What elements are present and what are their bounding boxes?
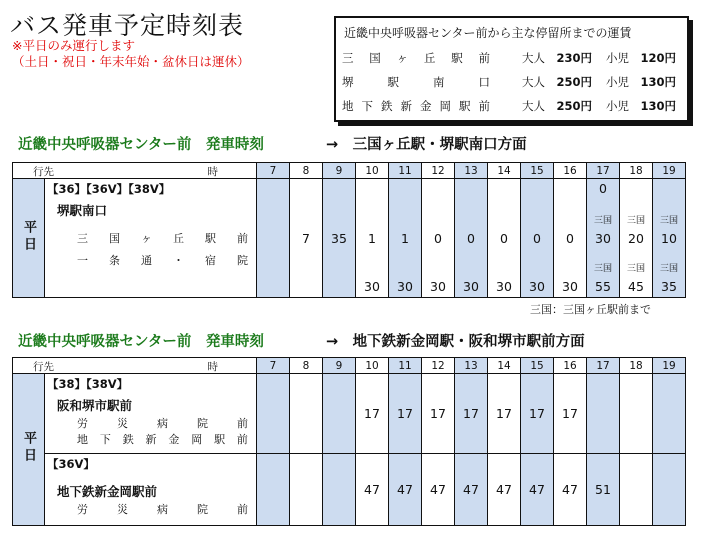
hour-13: 13 (455, 163, 488, 179)
hour-header: 時 (207, 361, 218, 373)
minute: 0 (500, 231, 508, 246)
time-cell-7 (257, 454, 290, 526)
adult-fare: 250円 (556, 75, 593, 89)
minute: 47 (397, 482, 413, 497)
minute: 35 (661, 279, 677, 294)
fare-row (342, 50, 682, 68)
fare-child (606, 98, 676, 114)
adult-label: 大人 (522, 75, 545, 89)
time-cell-18 (620, 179, 653, 298)
route-cell (45, 374, 257, 454)
header-label-cell (13, 358, 257, 374)
via-stop (45, 502, 256, 518)
time-cell-19 (653, 374, 686, 454)
via-stop (45, 250, 256, 272)
hour-15: 15 (521, 163, 554, 179)
via-char: 前 (237, 503, 248, 516)
fare-stop-char: 口 (478, 75, 490, 89)
minute: 17 (463, 406, 479, 421)
sankoku-tag: 三国 (659, 264, 678, 274)
time-cell-11 (389, 454, 422, 526)
minute: 7 (302, 231, 310, 246)
time-cell-14 (488, 179, 521, 298)
time-cell-11 (389, 179, 422, 298)
hour-18: 18 (620, 358, 653, 374)
fare-stop (342, 74, 490, 90)
minute: 30 (595, 231, 611, 246)
time-cell-19 (653, 179, 686, 298)
via-char: 前 (237, 417, 248, 430)
via-char: 労 (77, 417, 88, 430)
section2-heading: 近畿中央呼吸器センター前 発車時刻 (18, 334, 264, 350)
minute: 30 (529, 279, 545, 294)
fare-stop-char: 駅 (459, 99, 471, 113)
minute: 47 (529, 482, 545, 497)
time-cell-9 (323, 454, 356, 526)
minute: 17 (430, 406, 446, 421)
adult-fare: 250円 (556, 99, 593, 113)
minute: 45 (628, 279, 644, 294)
fare-stop-char: ヶ (396, 51, 409, 65)
sankoku-tag: 三国 (593, 216, 612, 226)
time-cell-14 (488, 454, 521, 526)
time-cell-13 (455, 374, 488, 454)
hour-9: 9 (323, 358, 356, 374)
minute: 0 (566, 231, 574, 246)
time-cell-13 (455, 179, 488, 298)
fare-stop-char: 地 (342, 99, 354, 113)
dest-header: 行先 (33, 361, 54, 373)
adult-label: 大人 (522, 51, 545, 65)
timetable-section1 (12, 162, 686, 298)
minute: 30 (562, 279, 578, 294)
time-cell-15 (521, 179, 554, 298)
fare-adult (522, 50, 592, 66)
via-char: 通 (141, 254, 152, 267)
minute: 17 (496, 406, 512, 421)
time-cell-9 (323, 374, 356, 454)
via-char: 岡 (191, 433, 203, 446)
via-char: 条 (109, 254, 120, 267)
minute: 0 (533, 231, 541, 246)
time-cell-12 (422, 179, 455, 298)
minute: 1 (401, 231, 409, 246)
route-numbers: 【36V】 (47, 457, 95, 471)
hour-11: 11 (389, 163, 422, 179)
time-cell-16 (554, 179, 587, 298)
time-cell-11 (389, 374, 422, 454)
time-cell-18 (620, 454, 653, 526)
hour-16: 16 (554, 358, 587, 374)
minute: 0 (434, 231, 442, 246)
route-cell (45, 454, 257, 526)
time-cell-16 (554, 374, 587, 454)
dest-header: 行先 (33, 166, 54, 178)
minute: 47 (562, 482, 578, 497)
via-stop (45, 228, 256, 250)
day-label: 平日 (21, 219, 36, 254)
hour-10: 10 (356, 163, 389, 179)
minute: 17 (397, 406, 413, 421)
via-char: 三 (77, 232, 88, 245)
fare-stop-char: 三 (342, 51, 354, 65)
weekday-only-note: ※平日のみ運行します (12, 38, 135, 53)
hour-header: 時 (207, 166, 218, 178)
via-char: 地 (77, 433, 88, 446)
hour-12: 12 (422, 163, 455, 179)
minute: 30 (463, 279, 479, 294)
via-char: 院 (197, 503, 208, 516)
via-char: 院 (237, 254, 248, 267)
fare-child (606, 50, 676, 66)
sankoku-tag: 三国 (626, 264, 645, 274)
time-cell-15 (521, 454, 554, 526)
fare-stop-char: 下 (361, 99, 373, 113)
time-cell-8 (290, 179, 323, 298)
time-cell-18 (620, 374, 653, 454)
hour-16: 16 (554, 163, 587, 179)
fare-adult (522, 74, 592, 90)
fare-stop-char: 南 (433, 75, 445, 89)
via-char: 新 (145, 433, 157, 446)
fare-stop-char: 鉄 (381, 99, 393, 113)
holiday-note: （土日・祝日・年末年始・盆休日は運休） (12, 54, 250, 69)
fare-row (342, 98, 682, 116)
fare-stop-char: 金 (420, 99, 432, 113)
sankoku-tag: 三国 (593, 264, 612, 274)
via-char: 国 (109, 232, 120, 245)
destination: 堺駅南口 (57, 203, 108, 218)
fare-stop-char: 前 (478, 99, 490, 113)
fare-stop-char: 前 (478, 51, 490, 65)
via-char: 前 (236, 433, 248, 446)
minute: 30 (364, 279, 380, 294)
via-char: 病 (157, 417, 168, 430)
hour-7: 7 (257, 163, 290, 179)
via-char: 下 (99, 433, 111, 446)
time-cell-7 (257, 374, 290, 454)
minute: 30 (496, 279, 512, 294)
via-char: 駅 (205, 232, 216, 245)
fare-heading: 近畿中央呼吸器センター前から主な停留所までの運賃 (344, 26, 632, 40)
footnote: 三国：三国ヶ丘駅前まで (530, 303, 651, 316)
fare-row (342, 74, 682, 92)
hour-19: 19 (653, 358, 686, 374)
fare-stop-char: 丘 (423, 51, 436, 65)
fare-stop-char: 駅 (451, 51, 463, 65)
weekday-row (13, 454, 686, 526)
via-char: 院 (197, 417, 208, 430)
child-fare: 120円 (640, 51, 677, 65)
day-cell (13, 374, 45, 526)
route-numbers: 【36】【36V】【38V】 (47, 182, 171, 196)
section1-heading: 近畿中央呼吸器センター前 発車時刻 (18, 137, 264, 153)
child-fare: 130円 (640, 75, 677, 89)
via-char: 鉄 (122, 433, 134, 446)
minute: 47 (496, 482, 512, 497)
minute: 0 (467, 231, 475, 246)
minute: 51 (595, 482, 611, 497)
section1-direction: → 三国ヶ丘駅・堺駅南口方面 (326, 137, 527, 153)
time-cell-17 (587, 454, 620, 526)
time-cell-13 (455, 454, 488, 526)
minute: 35 (331, 231, 347, 246)
fare-stop (342, 50, 490, 66)
time-cell-17 (587, 374, 620, 454)
minute: 10 (661, 231, 677, 246)
fare-stop-char: 堺 (342, 75, 354, 89)
hour-17: 17 (587, 358, 620, 374)
minute: 47 (430, 482, 446, 497)
child-label: 小児 (606, 99, 629, 113)
destination: 地下鉄新金岡駅前 (57, 484, 158, 499)
adult-fare: 230円 (556, 51, 593, 65)
via-char: 労 (77, 503, 88, 516)
fare-stop-char: 駅 (387, 75, 399, 89)
via-char: 駅 (214, 433, 226, 446)
time-cell-16 (554, 454, 587, 526)
page-title: バス発車予定時刻表 (10, 11, 245, 40)
hour-11: 11 (389, 358, 422, 374)
time-cell-8 (290, 454, 323, 526)
hour-14: 14 (488, 163, 521, 179)
minute: 17 (562, 406, 578, 421)
via-char: ヶ (141, 232, 152, 245)
fare-stop-char: 岡 (439, 99, 451, 113)
child-label: 小児 (606, 51, 629, 65)
hour-8: 8 (290, 163, 323, 179)
time-cell-12 (422, 374, 455, 454)
fare-stop (342, 98, 490, 114)
via-stop (45, 432, 256, 448)
minute: 17 (364, 406, 380, 421)
hour-9: 9 (323, 163, 356, 179)
hour-header-row (13, 163, 686, 179)
hour-17: 17 (587, 163, 620, 179)
via-char: 災 (117, 417, 128, 430)
minute: 0 (599, 181, 607, 196)
fare-stop-char: 国 (369, 51, 381, 65)
weekday-row (13, 374, 686, 454)
time-cell-10 (356, 374, 389, 454)
fare-adult (522, 98, 592, 114)
time-cell-14 (488, 374, 521, 454)
sankoku-tag: 三国 (626, 216, 645, 226)
hour-12: 12 (422, 358, 455, 374)
via-char: 前 (237, 232, 248, 245)
time-cell-15 (521, 374, 554, 454)
hour-14: 14 (488, 358, 521, 374)
child-label: 小児 (606, 75, 629, 89)
time-cell-10 (356, 179, 389, 298)
section2-direction: → 地下鉄新金岡駅・阪和堺市駅前方面 (326, 334, 585, 350)
time-cell-8 (290, 374, 323, 454)
child-fare: 130円 (640, 99, 677, 113)
hour-header-row (13, 358, 686, 374)
minute: 30 (397, 279, 413, 294)
hour-15: 15 (521, 358, 554, 374)
hour-13: 13 (455, 358, 488, 374)
minute: 17 (529, 406, 545, 421)
header-label-cell (13, 163, 257, 179)
adult-label: 大人 (522, 99, 545, 113)
timetable-section2 (12, 357, 686, 526)
hour-8: 8 (290, 358, 323, 374)
via-char: 一 (77, 254, 88, 267)
day-cell (13, 179, 45, 298)
via-char: 病 (157, 503, 168, 516)
minute: 1 (368, 231, 376, 246)
hour-18: 18 (620, 163, 653, 179)
sankoku-tag: 三国 (659, 216, 678, 226)
time-cell-19 (653, 454, 686, 526)
route-numbers: 【38】【38V】 (47, 377, 129, 391)
fare-box (334, 16, 689, 122)
hour-10: 10 (356, 358, 389, 374)
hour-19: 19 (653, 163, 686, 179)
minute: 20 (628, 231, 644, 246)
weekday-row (13, 179, 686, 298)
minute: 47 (463, 482, 479, 497)
destination: 阪和堺市駅前 (57, 398, 133, 413)
via-char: 災 (117, 503, 128, 516)
route-cell (45, 179, 257, 298)
via-char: 宿 (205, 254, 216, 267)
fare-child (606, 74, 676, 90)
via-char: 丘 (173, 232, 184, 245)
fare-stop-char: 新 (400, 99, 412, 113)
time-cell-10 (356, 454, 389, 526)
hour-7: 7 (257, 358, 290, 374)
minute: 30 (430, 279, 446, 294)
time-cell-7 (257, 179, 290, 298)
via-char: ・ (173, 254, 184, 267)
via-char: 金 (168, 433, 180, 446)
day-label: 平日 (21, 431, 36, 465)
time-cell-12 (422, 454, 455, 526)
time-cell-9 (323, 179, 356, 298)
via-stop (45, 416, 256, 432)
time-cell-17 (587, 179, 620, 298)
minute: 55 (595, 279, 611, 294)
minute: 47 (364, 482, 380, 497)
